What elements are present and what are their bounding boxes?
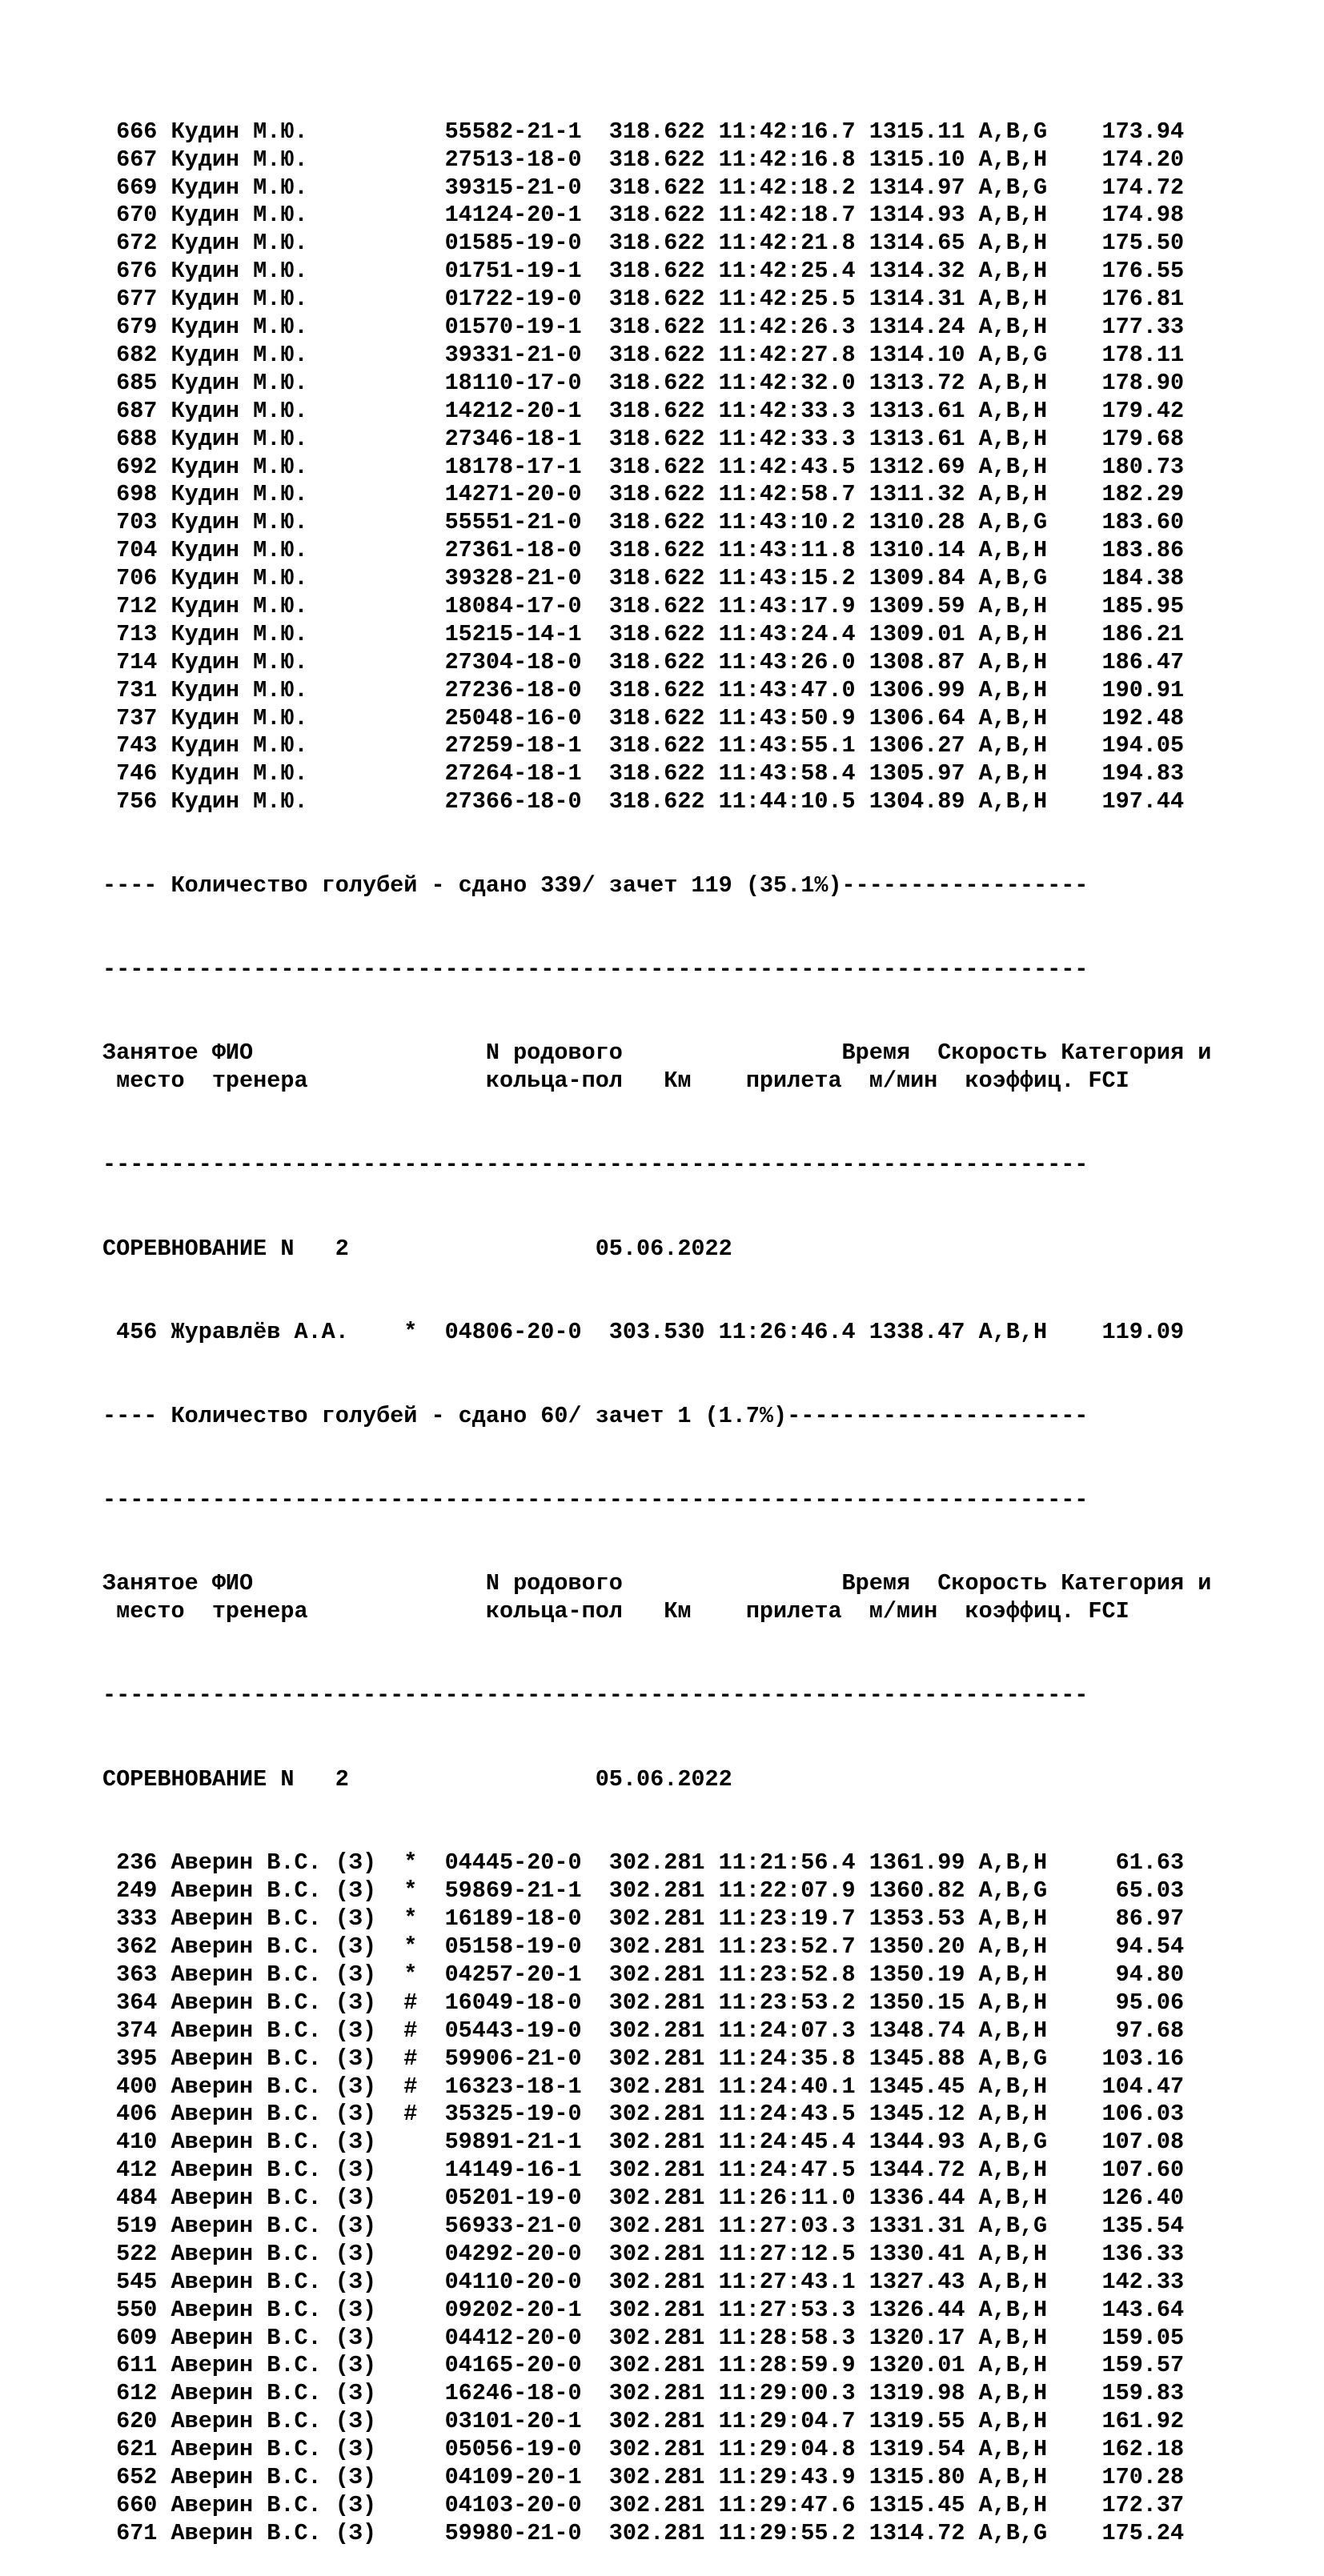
table-row: 682 Кудин М.Ю. 39331-21-0 318.622 11:42:27.8 1314.10 A,B,G 178.11 xyxy=(102,341,1185,368)
table-row: 400 Аверин В.С. (З) # 16323-18-1 302.281 11:24:40.1 1345.45 A,B,H 104.47 xyxy=(102,2073,1185,2100)
table-row: 704 Кудин М.Ю. 27361-18-0 318.622 11:43:11.8 1310.14 A,B,H 183.86 xyxy=(102,537,1185,564)
table-row: 706 Кудин М.Ю. 39328-21-0 318.622 11:43:15.2 1309.84 A,B,G 184.38 xyxy=(102,565,1185,592)
header-row: Занятое ФИО N родового Время Скорость Категория и xyxy=(102,1040,1212,1067)
table-row: 363 Аверин В.С. (З) * 04257-20-1 302.281 11:23:52.8 1350.19 A,B,H 94.80 xyxy=(102,1961,1185,1988)
header-row: место тренера кольца-пол Км прилета м/мин коэффиц. FCI xyxy=(102,1068,1129,1095)
table-row: 679 Кудин М.Ю. 01570-19-1 318.622 11:42:26.3 1314.24 A,B,H 177.33 xyxy=(102,314,1185,341)
divider: ------------------------------------------------------------------------ xyxy=(102,955,1089,983)
table-row: 550 Аверин В.С. (З) 09202-20-1 302.281 11:27:53.3 1326.44 A,B,H 143.64 xyxy=(102,2296,1185,2323)
table-row: 666 Кудин М.Ю. 55582-21-1 318.622 11:42:16.7 1315.11 A,B,G 173.94 xyxy=(102,118,1185,145)
table-row: 652 Аверин В.С. (З) 04109-20-1 302.281 11:29:43.9 1315.80 A,B,H 170.28 xyxy=(102,2464,1185,2490)
competition-line: СОРЕВНОВАНИЕ N 2 05.06.2022 xyxy=(102,1235,732,1262)
divider: ------------------------------------------------------------------------ xyxy=(102,1682,1089,1709)
table-row: 685 Кудин М.Ю. 18110-17-0 318.622 11:42:32.0 1313.72 A,B,H 178.90 xyxy=(102,369,1185,396)
table-row: 672 Кудин М.Ю. 01585-19-0 318.622 11:42:21.8 1314.65 A,B,H 175.50 xyxy=(102,230,1185,257)
table-row: 611 Аверин В.С. (З) 04165-20-0 302.281 11:28:59.9 1320.01 A,B,H 159.57 xyxy=(102,2352,1185,2379)
table-row: 484 Аверин В.С. (З) 05201-19-0 302.281 11:26:11.0 1336.44 A,B,H 126.40 xyxy=(102,2185,1185,2212)
section-averin xyxy=(102,1849,1211,2547)
table-row: 362 Аверин В.С. (З) * 05158-19-0 302.281 11:23:52.7 1350.20 A,B,H 94.54 xyxy=(102,1933,1185,1961)
table-row: 703 Кудин М.Ю. 55551-21-0 318.622 11:43:10.2 1310.28 A,B,G 183.60 xyxy=(102,509,1185,536)
table-row: 712 Кудин М.Ю. 18084-17-0 318.622 11:43:17.9 1309.59 A,B,H 185.95 xyxy=(102,592,1185,619)
table-row: 236 Аверин В.С. (З) * 04445-20-0 302.281 11:21:56.4 1361.99 A,B,H 61.63 xyxy=(102,1849,1185,1877)
table-row: 522 Аверин В.С. (З) 04292-20-0 302.281 11:27:12.5 1330.41 A,B,H 136.33 xyxy=(102,2240,1185,2267)
table-row: 698 Кудин М.Ю. 14271-20-0 318.622 11:42:58.7 1311.32 A,B,H 182.29 xyxy=(102,481,1185,508)
divider: ------------------------------------------------------------------------ xyxy=(102,1486,1089,1513)
table-row: 671 Аверин В.С. (З) 59980-21-0 302.281 11:29:55.2 1314.72 A,B,G 175.24 xyxy=(102,2519,1185,2546)
section-kudin xyxy=(102,118,1211,816)
table-row: 688 Кудин М.Ю. 27346-18-1 318.622 11:42:33.3 1313.61 A,B,H 179.68 xyxy=(102,425,1185,452)
table-row: 333 Аверин В.С. (З) * 16189-18-0 302.281 11:23:19.7 1353.53 A,B,H 86.97 xyxy=(102,1905,1185,1933)
divider: ------------------------------------------------------------------------ xyxy=(102,1151,1089,1178)
table-row: 364 Аверин В.С. (З) # 16049-18-0 302.281 11:23:53.2 1350.15 A,B,H 95.06 xyxy=(102,1989,1185,2016)
table-row: 714 Кудин М.Ю. 27304-18-0 318.622 11:43:26.0 1308.87 A,B,H 186.47 xyxy=(102,648,1185,675)
table-row: 621 Аверин В.С. (З) 05056-19-0 302.281 11:29:04.8 1319.54 A,B,H 162.18 xyxy=(102,2436,1185,2463)
table-row: 545 Аверин В.С. (З) 04110-20-0 302.281 11:27:43.1 1327.43 A,B,H 142.33 xyxy=(102,2268,1185,2295)
table-row: 456 Журавлёв А.А. * 04806-20-0 303.530 11:26:46.4 1338.47 A,B,H 119.09 xyxy=(102,1319,1185,1346)
table-row: 713 Кудин М.Ю. 15215-14-1 318.622 11:43:24.4 1309.01 A,B,H 186.21 xyxy=(102,620,1185,647)
section-zhuravlev xyxy=(102,1319,1211,1347)
header-row: место тренера кольца-пол Км прилета м/мин коэффиц. FCI xyxy=(102,1598,1129,1625)
table-row: 249 Аверин В.С. (З) * 59869-21-1 302.281 11:22:07.9 1360.82 A,B,G 65.03 xyxy=(102,1877,1185,1905)
table-row: 756 Кудин М.Ю. 27366-18-0 318.622 11:44:10.5 1304.89 A,B,H 197.44 xyxy=(102,788,1185,815)
table-row: 731 Кудин М.Ю. 27236-18-0 318.622 11:43:47.0 1306.99 A,B,H 190.91 xyxy=(102,676,1185,703)
competition-line: СОРЕВНОВАНИЕ N 2 05.06.2022 xyxy=(102,1765,732,1793)
table-row: 677 Кудин М.Ю. 01722-19-0 318.622 11:42:25.5 1314.31 A,B,H 176.81 xyxy=(102,286,1185,313)
table-row: 669 Кудин М.Ю. 39315-21-0 318.622 11:42:18.2 1314.97 A,B,G 174.72 xyxy=(102,174,1185,201)
table-row: 406 Аверин В.С. (З) # 35325-19-0 302.281 11:24:43.5 1345.12 A,B,H 106.03 xyxy=(102,2101,1185,2128)
table-row: 676 Кудин М.Ю. 01751-19-1 318.622 11:42:25.4 1314.32 A,B,H 176.55 xyxy=(102,258,1185,285)
table-row: 609 Аверин В.С. (З) 04412-20-0 302.281 11:28:58.3 1320.17 A,B,H 159.05 xyxy=(102,2324,1185,2351)
table-row: 519 Аверин В.С. (З) 56933-21-0 302.281 11:27:03.3 1331.31 A,B,G 135.54 xyxy=(102,2212,1185,2239)
table-row: 670 Кудин М.Ю. 14124-20-1 318.622 11:42:18.7 1314.93 A,B,H 174.98 xyxy=(102,202,1185,229)
summary-line: ---- Количество голубей - сдано 339/ зачет 119 (35.1%)------------------ xyxy=(102,871,1089,899)
table-row: 410 Аверин В.С. (З) 59891-21-1 302.281 11:24:45.4 1344.93 A,B,G 107.08 xyxy=(102,2129,1185,2156)
results-document xyxy=(102,62,1211,2576)
summary-line: ---- Количество голубей - сдано 60/ зачет 1 (1.7%)---------------------- xyxy=(102,1403,1089,1429)
table-row: 660 Аверин В.С. (З) 04103-20-0 302.281 11:29:47.6 1315.45 A,B,H 172.37 xyxy=(102,2491,1185,2518)
table-row: 687 Кудин М.Ю. 14212-20-1 318.622 11:42:33.3 1313.61 A,B,H 179.42 xyxy=(102,397,1185,424)
table-row: 374 Аверин В.С. (З) # 05443-19-0 302.281 11:24:07.3 1348.74 A,B,H 97.68 xyxy=(102,2017,1185,2044)
table-row: 620 Аверин В.С. (З) 03101-20-1 302.281 11:29:04.7 1319.55 A,B,H 161.92 xyxy=(102,2408,1185,2435)
table-row: 612 Аверин В.С. (З) 16246-18-0 302.281 11:29:00.3 1319.98 A,B,H 159.83 xyxy=(102,2380,1185,2407)
header-row: Занятое ФИО N родового Время Скорость Категория и xyxy=(102,1570,1212,1597)
table-row: 746 Кудин М.Ю. 27264-18-1 318.622 11:43:58.4 1305.97 A,B,H 194.83 xyxy=(102,760,1185,787)
table-row: 692 Кудин М.Ю. 18178-17-1 318.622 11:42:43.5 1312.69 A,B,H 180.73 xyxy=(102,453,1185,480)
column-header xyxy=(102,1570,1211,1626)
table-row: 667 Кудин М.Ю. 27513-18-0 318.622 11:42:16.8 1315.10 A,B,H 174.20 xyxy=(102,146,1185,173)
table-row: 412 Аверин В.С. (З) 14149-16-1 302.281 11:24:47.5 1344.72 A,B,H 107.60 xyxy=(102,2157,1185,2184)
column-header xyxy=(102,1040,1211,1096)
table-row: 743 Кудин М.Ю. 27259-18-1 318.622 11:43:55.1 1306.27 A,B,H 194.05 xyxy=(102,732,1185,759)
table-row: 737 Кудин М.Ю. 25048-16-0 318.622 11:43:50.9 1306.64 A,B,H 192.48 xyxy=(102,704,1185,731)
table-row: 395 Аверин В.С. (З) # 59906-21-0 302.281 11:24:35.8 1345.88 A,B,G 103.16 xyxy=(102,2045,1185,2072)
